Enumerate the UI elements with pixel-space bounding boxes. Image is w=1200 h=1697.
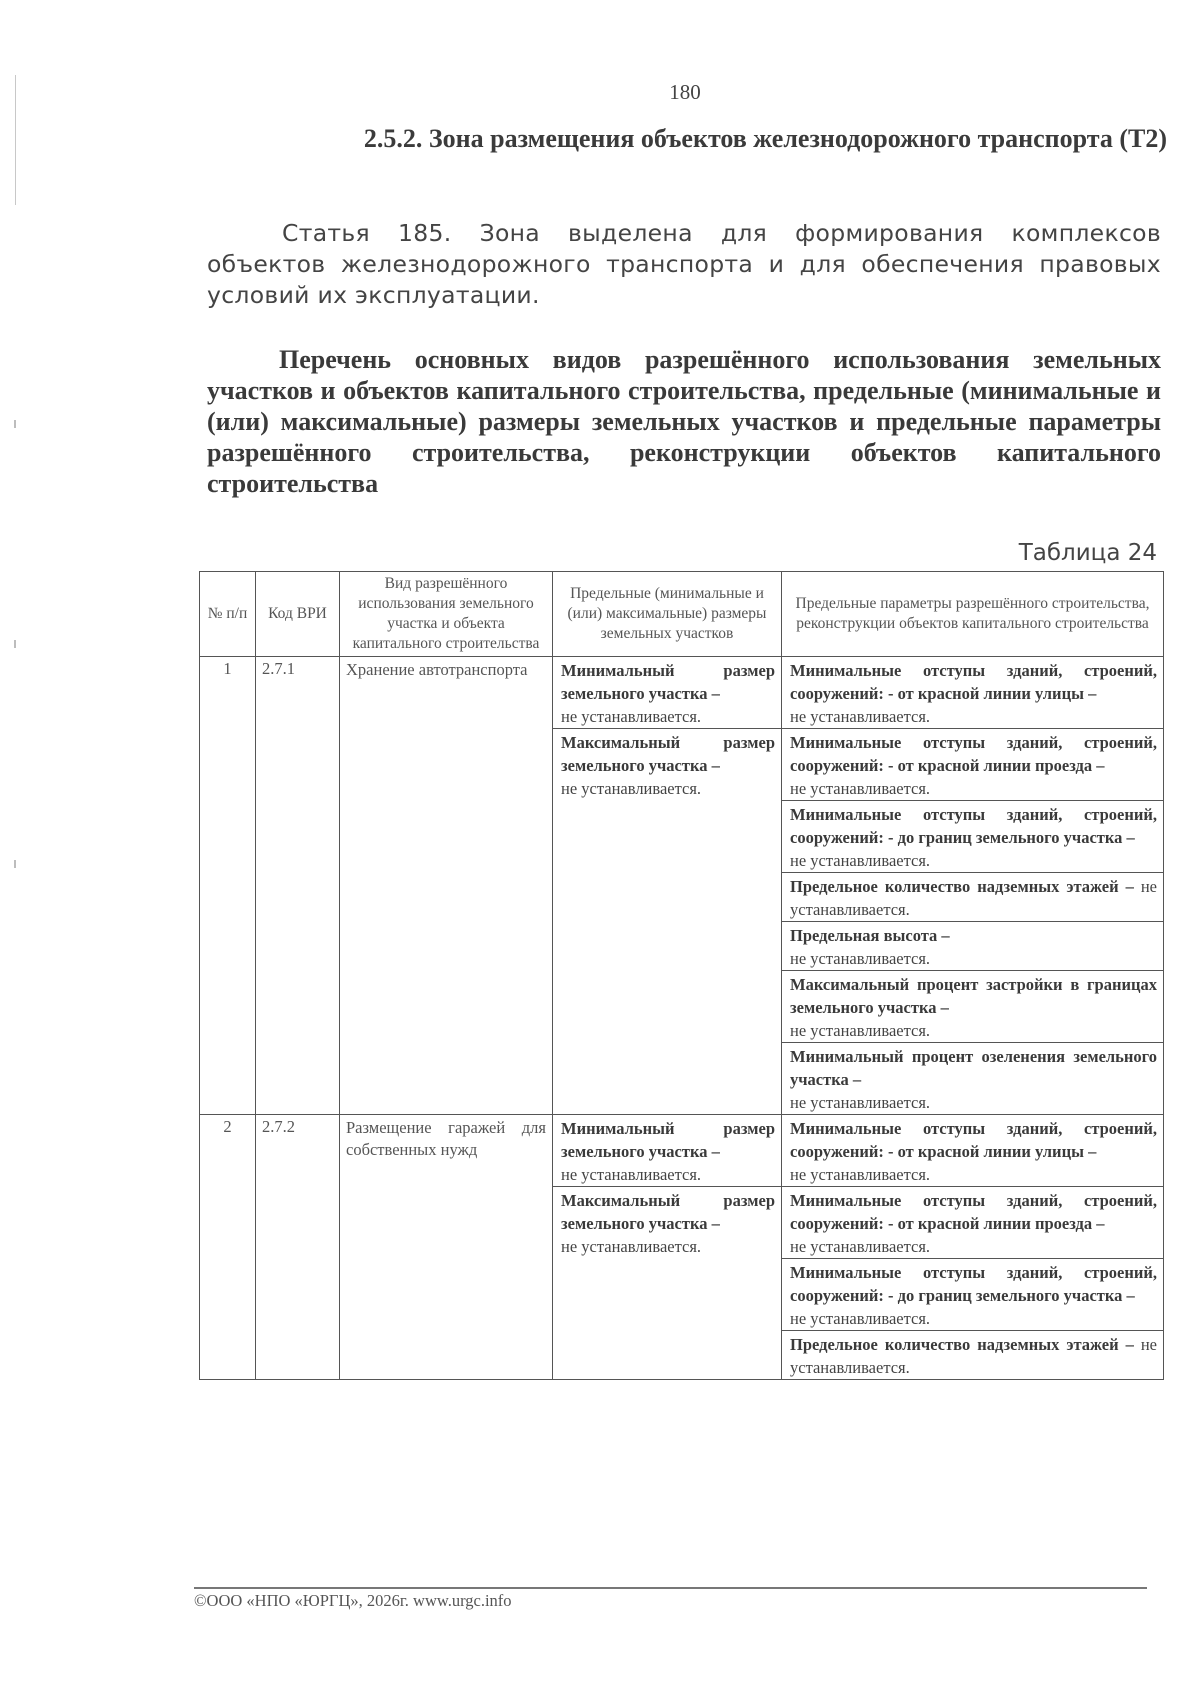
header-code: Код ВРИ: [256, 572, 340, 657]
param-item: Минимальный процент озеленения земельного участка – не устанавливается.: [790, 1047, 1157, 1112]
footer-divider: [194, 1587, 1147, 1589]
scan-edge-dot: [14, 640, 16, 648]
page-number: 180: [669, 80, 701, 104]
row-code: 2.7.2: [256, 1115, 340, 1380]
row-vri: Хранение автотранспорта: [340, 657, 553, 1115]
param-item: Минимальные отступы зданий, строений, сооружений: - до границ земельного участка – не устанавливается.: [782, 1259, 1163, 1331]
row-params: [782, 657, 1164, 1115]
param-item: Предельное количество надземных этажей – не устанавливается.: [790, 1335, 1157, 1377]
row-params: [782, 1115, 1164, 1380]
param-item: Предельное количество надземных этажей – не устанавливается.: [782, 873, 1163, 922]
param-item: Максимальный процент застройки в границах земельного участка – не устанавливается.: [782, 971, 1163, 1043]
row-vri: Размещение гаражей для собственных нужд: [340, 1115, 553, 1380]
param-item: Минимальные отступы зданий, строений, сооружений: - от красной линии проезда – не устанавливается.: [782, 729, 1163, 801]
size-item: Минимальный размер земельного участка – не устанавливается.: [553, 657, 781, 729]
header-vri: Вид разрешённого использования земельного участка и объекта капитального строительства: [340, 572, 553, 657]
param-item: Предельная высота – не устанавливается.: [782, 922, 1163, 971]
param-item: Минимальные отступы зданий, строений, сооружений: - от красной линии улицы – не устанавливается.: [782, 1115, 1163, 1187]
article-text: Статья 185. Зона выделена для формирования комплексов объектов железнодорожного транспорта и для обеспечения правовых условий их эксплуатации.: [207, 219, 1161, 309]
row-num: 1: [200, 657, 256, 1115]
vri-table: [199, 571, 1164, 1380]
section-heading: 2.5.2. Зона размещения объектов железнодорожного транспорта (Т2): [363, 124, 1167, 153]
param-item: Минимальные отступы зданий, строений, сооружений: - от красной линии проезда – не устанавливается.: [782, 1187, 1163, 1259]
header-num: № п/п: [200, 572, 256, 657]
table-header-row: [200, 572, 1164, 657]
header-sizes: Предельные (минимальные и (или) максимальные) размеры земельных участков: [553, 572, 782, 657]
size-item: Минимальный размер земельного участка – не устанавливается.: [553, 1115, 781, 1187]
row-sizes: [553, 657, 782, 1115]
table-caption: Таблица 24: [1018, 540, 1157, 566]
size-item: Максимальный размер земельного участка – не устанавливается.: [561, 733, 775, 798]
header-params: Предельные параметры разрешённого строительства, реконструкции объектов капитального строительства: [782, 572, 1164, 657]
param-item: Минимальные отступы зданий, строений, сооружений: - до границ земельного участка – не устанавливается.: [782, 801, 1163, 873]
size-item: Максимальный размер земельного участка – не устанавливается.: [561, 1191, 775, 1256]
footer-copyright: ©ООО «НПО «ЮРГЦ», 2026г. www.urgc.info: [194, 1591, 512, 1610]
scan-edge-dot: [14, 420, 16, 428]
table-row: [200, 657, 1164, 1115]
row-num: 2: [200, 1115, 256, 1380]
row-code: 2.7.1: [256, 657, 340, 1115]
param-item: Минимальные отступы зданий, строений, сооружений: - от красной линии улицы – не устанавливается.: [782, 657, 1163, 729]
row-sizes: [553, 1115, 782, 1380]
list-title: Перечень основных видов разрешённого использования земельных участков и объектов капитального строительства, предельные (минимальные и (или) максимальные) размеры земельных участков и предельные параметры разрешённого строительства, реконструкции объектов капитального строительства: [207, 345, 1161, 498]
scan-edge-dot: [14, 860, 16, 868]
table-row: [200, 1115, 1164, 1380]
